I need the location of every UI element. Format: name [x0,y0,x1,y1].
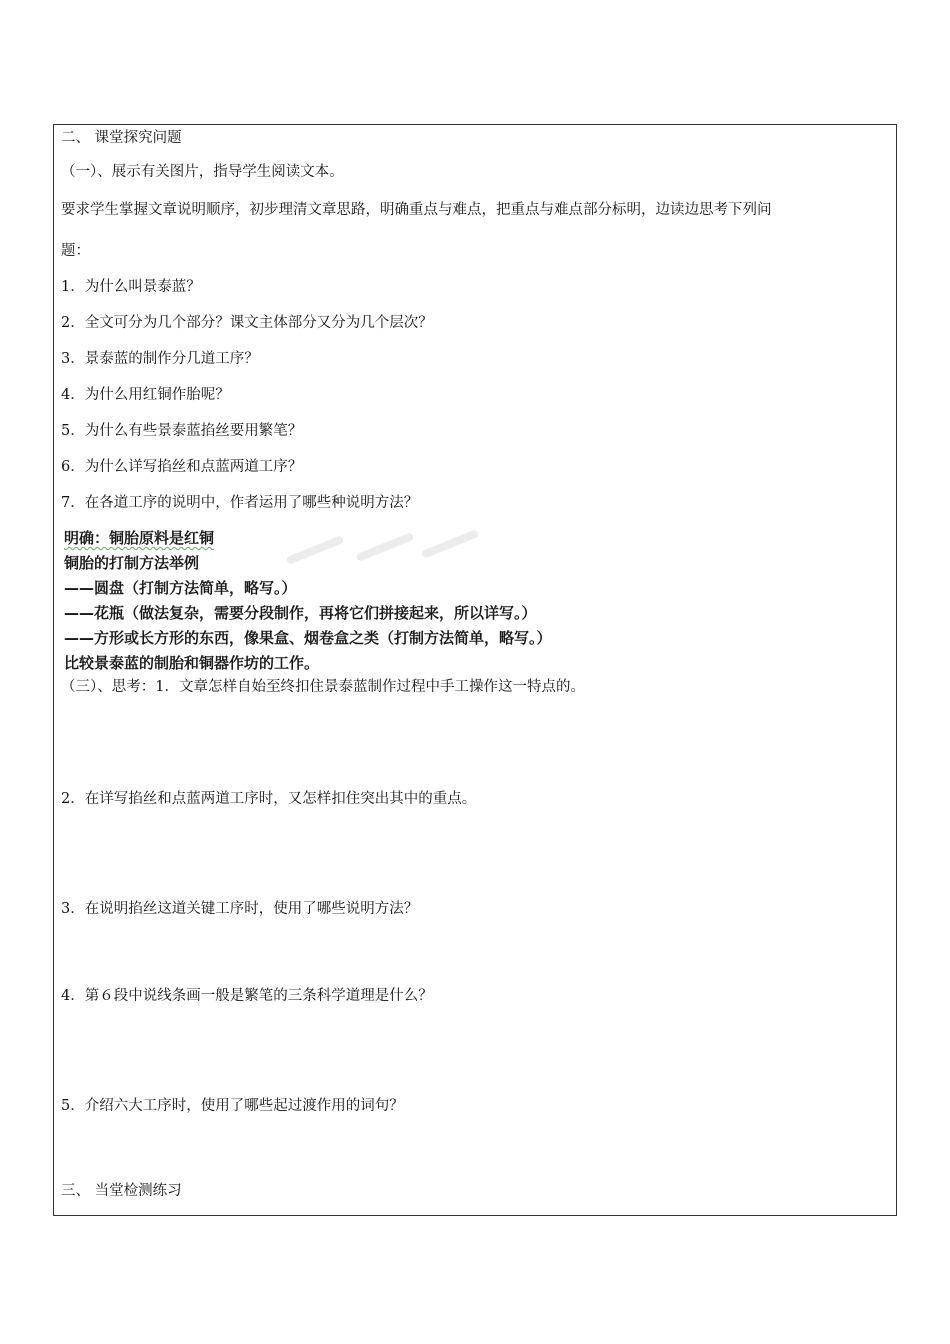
section3-heading: 三、 当堂检测练习 [61,1183,182,1199]
section2-heading: 二、 课堂探究问题 [61,130,182,146]
answer-line-1-text: 明确：铜胎原料是红铜 [64,529,215,547]
question-2: 2．全文可分为几个部分？课文主体部分又分为几个层次？ [61,315,433,331]
thinking-question-4: 4．第６段中说线条画一般是繁笔的三条科学道理是什么？ [61,988,433,1004]
question-3: 3．景泰蓝的制作分几道工序？ [61,351,259,367]
thinking-question-1: （三）、思考：1．文章怎样自始至终扣住景泰蓝制作过程中手工操作这一特点的。 [61,679,585,695]
subsection1-heading: （一）、展示有关图片，指导学生阅读文本。 [61,164,344,180]
answer-line-6: 比较景泰蓝的制胎和铜器作坊的工作。 [64,654,320,672]
thinking-question-3: 3．在说明掐丝这道关键工序时，使用了哪些说明方法？ [61,901,419,917]
answer-line-5: ——方形或长方形的东西，像果盒、烟卷盒之类（打制方法简单，略写。） [64,629,552,647]
answer-line-2: 铜胎的打制方法举例 [64,554,200,572]
answer-line-4: ——花瓶（做法复杂，需要分段制作，再将它们拼接起来，所以详写。） [64,604,537,622]
question-7: 7．在各道工序的说明中，作者运用了哪些种说明方法？ [61,495,419,511]
instruction-line-1: 要求学生掌握文章说明顺序，初步理清文章思路，明确重点与难点，把重点与难点部分标明，边读边思考下列问 [61,202,772,218]
question-1: 1．为什么叫景泰蓝？ [61,279,201,295]
question-5: 5．为什么有些景泰蓝掐丝要用繁笔？ [61,423,303,439]
instruction-line-2: 题： [61,243,90,259]
question-4: 4．为什么用红铜作胎呢？ [61,387,230,403]
answer-line-3: ——圆盘（打制方法简单，略写。） [64,579,297,597]
question-6: 6．为什么详写掐丝和点蓝两道工序？ [61,459,303,475]
answer-line-1 [64,528,214,548]
thinking-question-2: 2．在详写掐丝和点蓝两道工序时，又怎样扣住突出其中的重点。 [61,791,477,807]
thinking-question-5: 5．介绍六大工序时，使用了哪些起过渡作用的词句？ [61,1098,404,1114]
